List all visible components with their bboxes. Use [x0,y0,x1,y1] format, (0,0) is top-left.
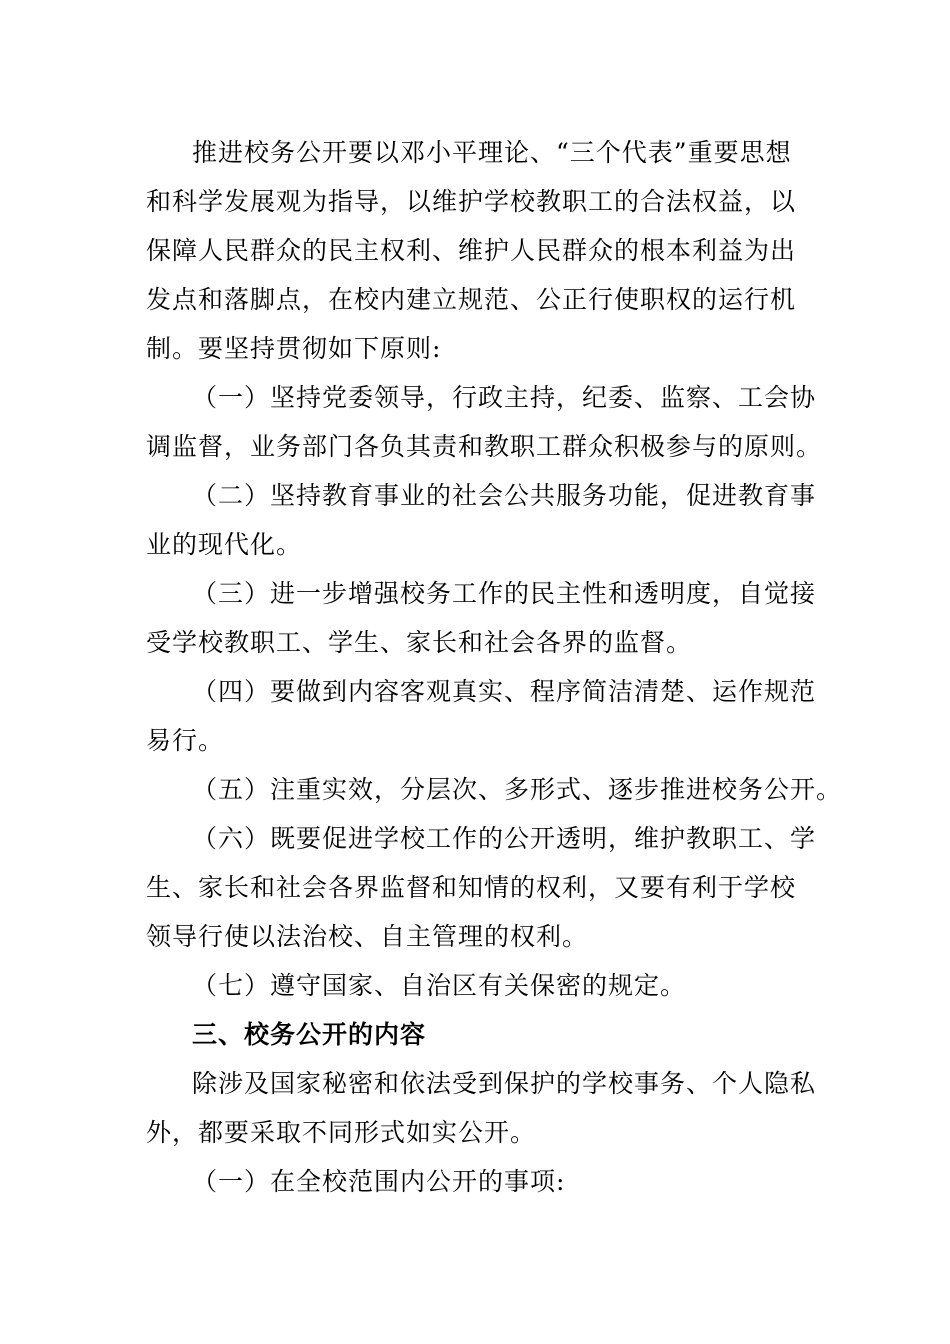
subsection-line: （一）在全校范围内公开的事项: [192,1167,566,1196]
principle-line: 调监督，业务部门各负其责和教职工群众积极参与的原则。 [146,432,823,461]
principle-line: 领导行使以法治校、自主管理的权利。 [146,922,589,951]
paragraph-line: 发点和落脚点，在校内建立规范、公正行使职权的运行机 [146,285,797,314]
paragraph-line: 除涉及国家秘密和依法受到保护的学校事务、个人隐私 [192,1069,817,1098]
principle-line: （七）遵守国家、自治区有关保密的规定。 [192,971,687,1000]
paragraph-line: 外，都要采取不同形式如实公开。 [146,1118,537,1147]
principle-line: 易行。 [146,726,225,755]
principle-line: （五）注重实效，分层次、多形式、逐步推进校务公开。 [192,775,843,804]
paragraph-line: 和科学发展观为指导，以维护学校教职工的合法权益，以 [146,187,797,216]
principle-line: （一）坚持党委领导，行政主持，纪委、监察、工会协 [192,383,817,412]
principle-line: （二）坚持教育事业的社会公共服务功能，促进教育事 [192,481,817,510]
principle-line: （四）要做到内容客观真实、程序简洁清楚、运作规范 [192,677,817,706]
document-body [146,128,843,1206]
principle-line: 生、家长和社会各界监督和知情的权利，又要有利于学校 [146,873,797,902]
paragraph-line: 制。要坚持贯彻如下原则: [146,334,442,363]
principle-line: （三）进一步增强校务工作的民主性和透明度，自觉接 [192,579,817,608]
principle-line: 受学校教职工、学生、家长和社会各界的监督。 [146,628,693,657]
section-heading: 三、校务公开的内容 [192,1020,427,1049]
paragraph-line: 推进校务公开要以邓小平理论、“三个代表”重要思想 [192,138,792,167]
principle-line: （六）既要促进学校工作的公开透明，维护教职工、学 [192,824,817,853]
principle-line: 业的现代化。 [146,530,303,559]
paragraph-line: 保障人民群众的民主权利、维护人民群众的根本利益为出 [146,236,797,265]
